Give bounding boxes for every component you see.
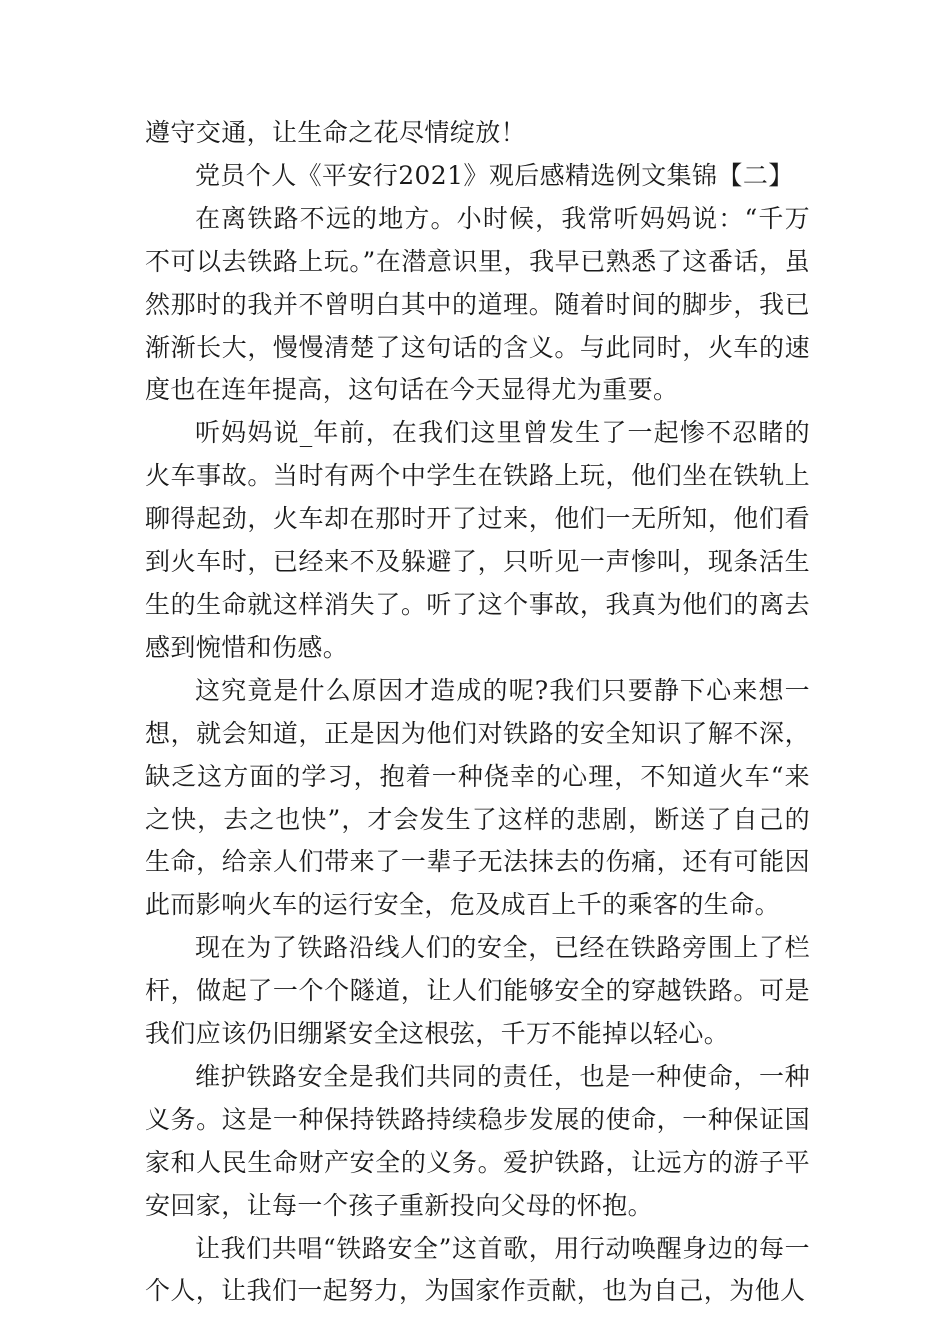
lead-line: 遵守交通，让生命之花尽情绽放！ [145,118,527,147]
document-page [145,112,810,1313]
paragraph: 这究竟是什么原因才造成的呢?我们只要静下心来想一想，就会知道，正是因为他们对铁路的安全知识了解不深，缺乏这方面的学习，抱着一种侥幸的心理，不知道火车“来之快，去之也快”，才会发生了这样的悲剧，断送了自己的生命，给亲人们带来了一辈子无法抹去的伤痛，还有可能因此而影响火车的运行安全，危及成百上千的乘客的生命。 [145,675,810,920]
paragraph: 现在为了铁路沿线人们的安全，已经在铁路旁围上了栏杆，做起了一个个隧道，让人们能够安全的穿越铁路。可是我们应该仍旧绷紧安全这根弦，千万不能掉以轻心。 [145,933,810,1049]
paragraph: 让我们共唱“铁路安全”这首歌，用行动唤醒身边的每一个人，让我们一起努力，为国家作贡献，也为自己，为他人 [145,1233,810,1306]
paragraph: 在离铁路不远的地方。小时候，我常听妈妈说：“千万不可以去铁路上玩。”在潜意识里，我早已熟悉了这番话，虽然那时的我并不曾明白其中的道理。随着时间的脚步，我已渐渐长大，慢慢清楚了这句话的含义。与此同时，火车的速度也在连年提高，这句话在今天显得尤为重要。 [145,203,810,405]
paragraph: 维护铁路安全是我们共同的责任，也是一种使命，一种义务。这是一种保持铁路持续稳步发展的使命，一种保证国家和人民生命财产安全的义务。爱护铁路，让远方的游子平安回家，让每一个孩子重新投向父母的怀抱。 [145,1061,810,1220]
document-heading: 党员个人《平安行2021》观后感精选例文集锦【二】 [195,160,794,190]
paragraph: 听妈妈说_年前，在我们这里曾发生了一起惨不忍睹的火车事故。当时有两个中学生在铁路上玩，他们坐在铁轨上聊得起劲，火车却在那时开了过来，他们一无所知，他们看到火车时，已经来不及躲避了，只听见一声惨叫，现条活生生的生命就这样消失了。听了这个事故，我真为他们的离去感到惋惜和伤感。 [145,418,810,662]
